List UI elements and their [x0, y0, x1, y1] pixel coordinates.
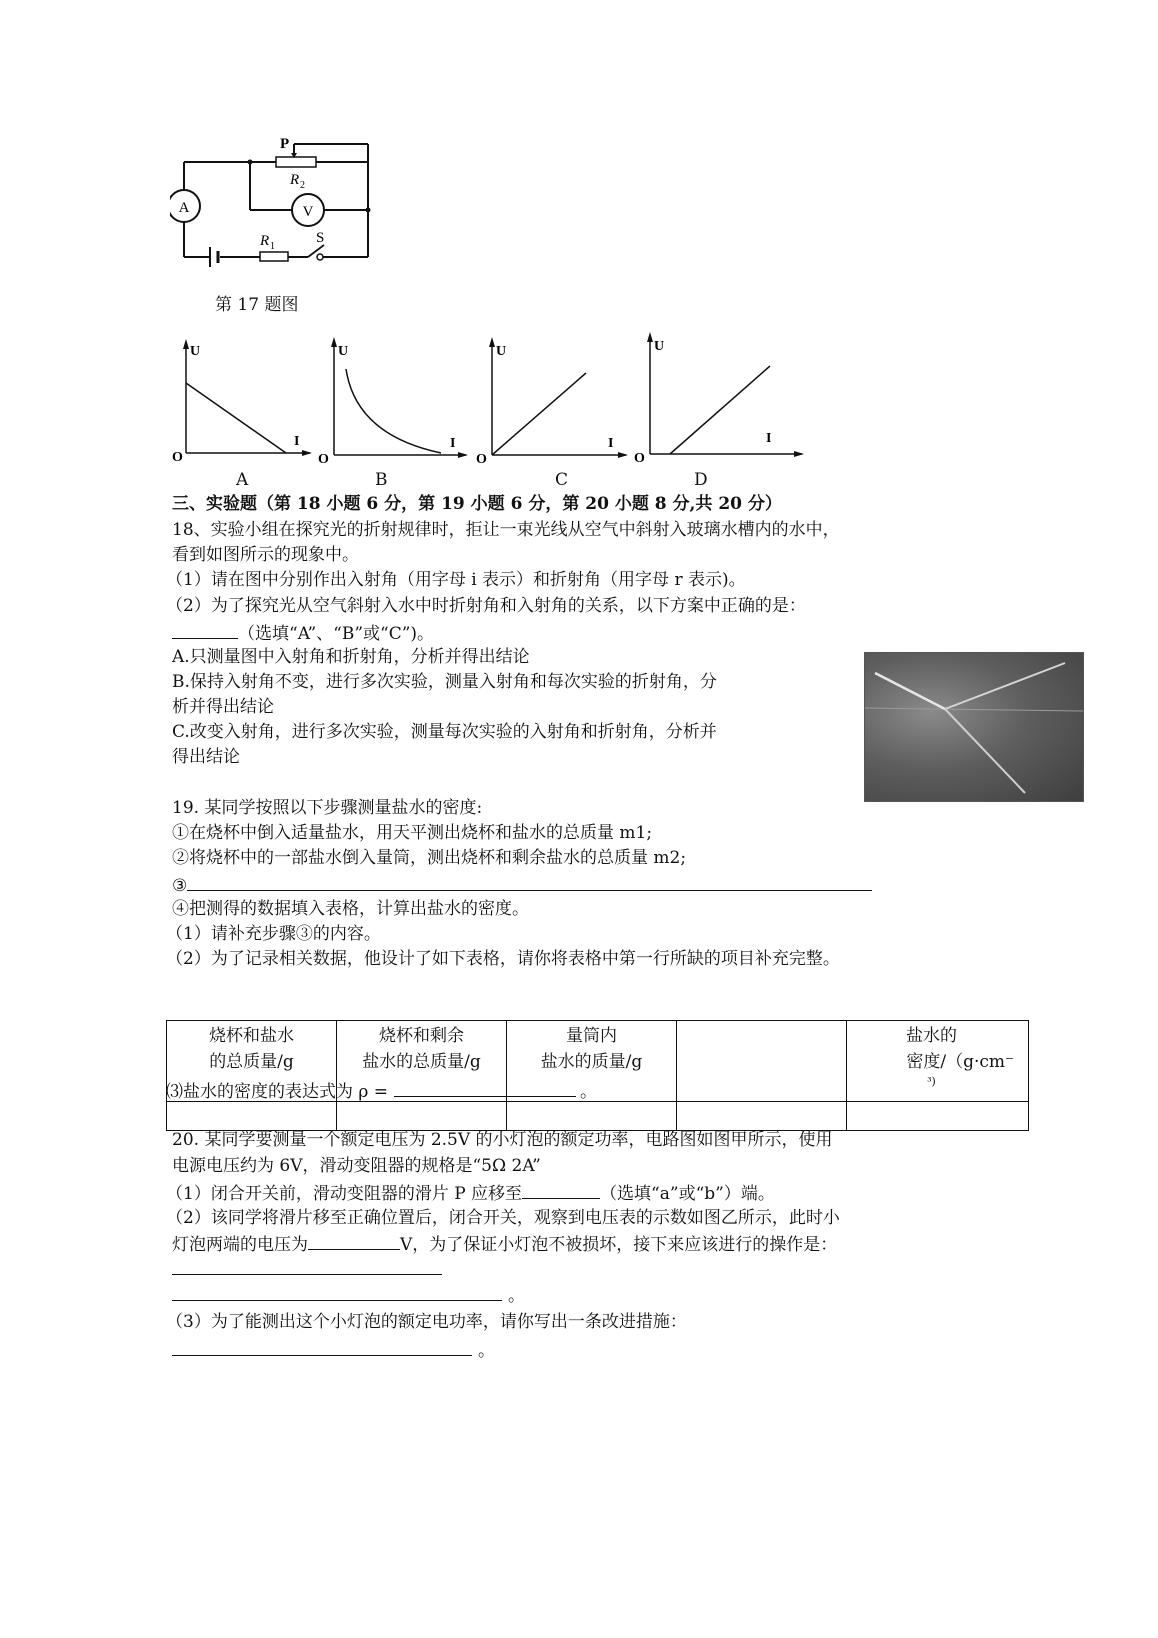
- x-axis-label: I: [294, 434, 300, 449]
- table-header-cell: 烧杯和盐水 的总质量/g: [167, 1021, 337, 1102]
- q19-line1: 19. 某同学按照以下步骤测量盐水的密度:: [172, 798, 483, 818]
- q18-part2-answer: [172, 620, 434, 646]
- graph-a-letter: A: [236, 470, 249, 490]
- q19-step4: ④把测得的数据填入表格，计算出盐水的密度。: [172, 899, 529, 919]
- origin-label: O: [172, 450, 183, 465]
- graph-b-letter: B: [375, 470, 388, 490]
- table-cell[interactable]: [507, 1102, 677, 1131]
- refraction-photo: [864, 652, 1084, 802]
- q19-part2: （2）为了记录相关数据，他设计了如下表格，请你将表格中第一行所缺的项目补充完整。: [166, 949, 840, 969]
- y-axis-label: U: [496, 344, 507, 359]
- table-header-cell: 烧杯和剩余 盐水的总质量/g: [337, 1021, 507, 1102]
- y-axis-label: U: [190, 344, 201, 359]
- table-row: [167, 1102, 1029, 1131]
- q20-part1: （1）闭合开关前，滑动变阻器的滑片 P 应移至 （选填“a”或“b”）端。: [166, 1180, 775, 1206]
- answer-blank[interactable]: [172, 620, 238, 639]
- table-cell[interactable]: [167, 1102, 337, 1131]
- rheostat-r2: [276, 157, 316, 167]
- table-cell[interactable]: [847, 1102, 1029, 1131]
- voltage-blank[interactable]: [308, 1231, 400, 1250]
- section-heading: 三、实验题（第 18 小题 6 分，第 19 小题 6 分，第 20 小题 8 分,共 20 分）: [172, 494, 782, 514]
- q18-option-b-line2: 析并得出结论: [172, 697, 274, 717]
- step3-blank[interactable]: [187, 872, 872, 891]
- r2-label: R: [290, 172, 300, 188]
- q20-part3: （3）为了能测出这个小灯泡的额定电功率，请你写出一条改进措施：: [166, 1312, 687, 1332]
- q19-step2: ②将烧杯中的一部盐水倒入量筒，测出烧杯和剩余盐水的总质量 m2;: [172, 848, 687, 868]
- density-blank[interactable]: [394, 1078, 576, 1097]
- q20-line2: 电源电压约为 6V，滑动变阻器的规格是“5Ω 2A”: [172, 1156, 541, 1176]
- step3-marker: ③: [172, 876, 188, 896]
- q20-part2-line2: 灯泡两端的电压为 V，为了保证小灯泡不被损坏，接下来应该进行的操作是：: [172, 1231, 837, 1257]
- graph-d-letter: D: [694, 470, 708, 490]
- ammeter-label: A: [178, 200, 190, 216]
- operation-blank-2-line: 。: [172, 1282, 525, 1308]
- q18-option-a: A.只测量图中入射角和折射角，分析并得出结论: [172, 647, 530, 667]
- graph-c-letter: C: [555, 470, 569, 490]
- graph-a: [170, 335, 320, 465]
- switch-label: S: [316, 230, 325, 246]
- x-axis-label: I: [608, 436, 614, 451]
- q20-part2-line1: （2）该同学将滑片移至正确位置后，闭合开关，观察到电压表的示数如图乙所示，此时小: [166, 1208, 840, 1228]
- light-rays-image: [865, 653, 1083, 801]
- q18-option-c-line1: C.改变入射角，进行多次实验，测量每次实验的入射角和折射角，分析并: [172, 722, 717, 742]
- table-cell[interactable]: [677, 1102, 847, 1131]
- q19-part1: （1）请补充步骤③的内容。: [166, 924, 381, 944]
- q18-line2: 看到如图所示的现象中。: [172, 545, 359, 565]
- table-header-cell: 量筒内 盐水的质量/g: [507, 1021, 677, 1102]
- x-axis-label: I: [766, 431, 772, 446]
- r1-subscript: 1: [270, 241, 275, 252]
- q19-step1: ①在烧杯中倒入适量盐水，用天平测出烧杯和盐水的总质量 m1;: [172, 823, 653, 843]
- q18-part1: （1）请在图中分别作出入射角（用字母 i 表示）和折射角（用字母 r 表示)。: [166, 570, 746, 590]
- y-axis-label: U: [338, 344, 349, 359]
- operation-blank-2[interactable]: [172, 1282, 502, 1301]
- r2-subscript: 2: [300, 180, 305, 191]
- q18-part2: （2）为了探究光从空气斜射入水中时折射角和入射角的关系，以下方案中正确的是：: [166, 596, 806, 616]
- voltmeter-label: V: [302, 204, 314, 220]
- origin-label: O: [476, 452, 487, 465]
- resistor-r1: [260, 252, 288, 261]
- improvement-blank[interactable]: [172, 1337, 472, 1356]
- q20-line1: 20. 某同学要测量一个额定电压为 2.5V 的小灯泡的额定功率，电路图如图甲所示，使用: [172, 1130, 833, 1150]
- table-header-blank-cell[interactable]: [677, 1021, 847, 1102]
- origin-label: O: [634, 451, 645, 465]
- q18-line1: 18、实验小组在探究光的折射规律时，拒让一束光线从空气中斜射入玻璃水槽内的水中，: [172, 520, 840, 540]
- q18-part2-hint: （选填“A”、“B”或“C”)。: [238, 624, 435, 644]
- q19-part3: ⑶盐水的密度的表达式为 ρ = 。: [166, 1078, 597, 1104]
- origin-label: O: [318, 452, 329, 465]
- circuit-diagram: [170, 132, 390, 282]
- q19-step3: [172, 872, 872, 898]
- data-table: [166, 1020, 1029, 1131]
- improvement-line: 。: [172, 1337, 495, 1363]
- x-axis-label: I: [450, 436, 456, 451]
- operation-blank-1[interactable]: [172, 1274, 442, 1275]
- graph-c: [476, 335, 636, 465]
- table-cell[interactable]: [337, 1102, 507, 1131]
- graph-b: [316, 335, 476, 465]
- table-header-cell: 盐水的 密度/（g·cm⁻ ³): [847, 1021, 1029, 1102]
- slider-label-p: P: [280, 136, 290, 152]
- q18-option-b-line1: B.保持入射角不变，进行多次实验，测量入射角和每次实验的折射角，分: [172, 672, 717, 692]
- graph-d: [634, 330, 814, 465]
- r1-label: R: [260, 233, 270, 249]
- y-axis-label: U: [654, 339, 665, 354]
- slider-end-blank[interactable]: [522, 1180, 600, 1199]
- q18-option-c-line2: 得出结论: [172, 747, 240, 767]
- circuit-caption: 第 17 题图: [215, 295, 299, 315]
